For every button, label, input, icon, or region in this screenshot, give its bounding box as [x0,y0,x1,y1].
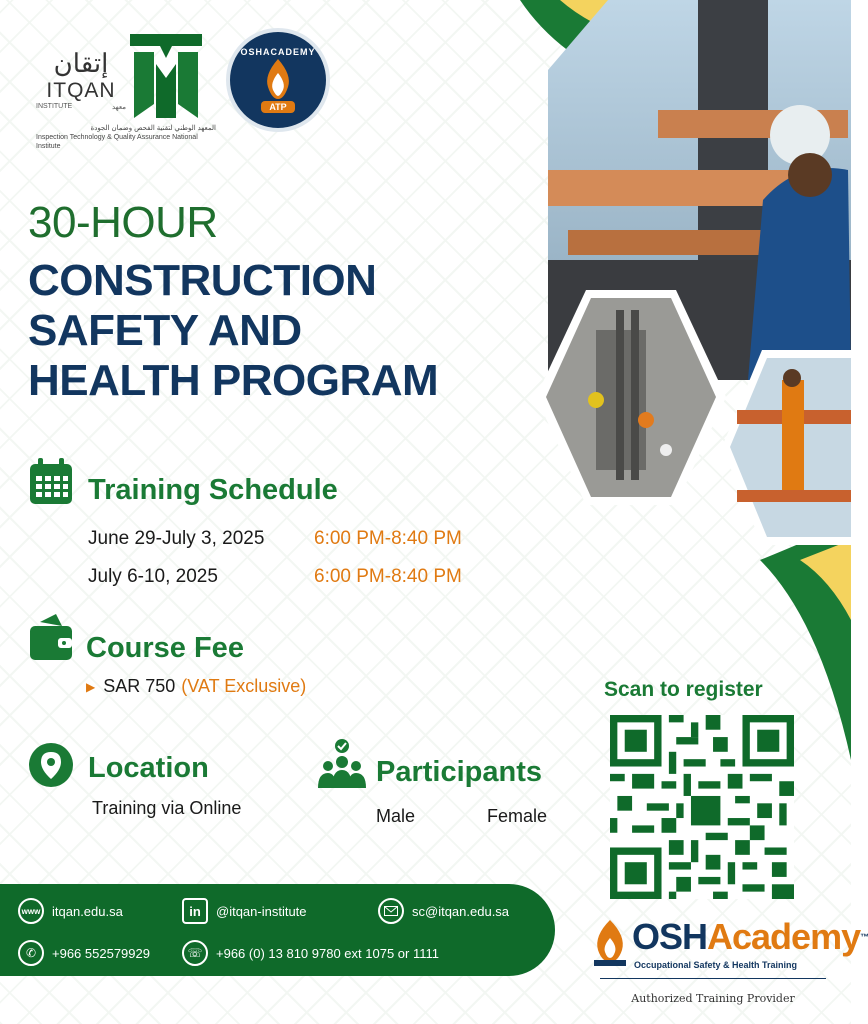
logo-tm: ™ [860,932,868,942]
whatsapp-number[interactable]: +966 552579929 [52,945,150,961]
schedule-heading: Training Schedule [88,474,338,506]
fee-line [86,676,306,697]
provider-label: Authorized Training Provider [631,992,795,1005]
schedule-date: July 6-10, 2025 [88,566,218,587]
schedule-time: 6:00 PM-8:40 PM [314,528,462,549]
schedule-time: 6:00 PM-8:40 PM [314,566,462,587]
participants-female: Female [487,806,548,826]
whatsapp-contact[interactable] [18,940,150,966]
oshacademy-flame-icon [590,918,630,968]
oshacademy-logo [632,918,868,956]
page-title [28,256,438,406]
linkedin-icon: in [182,898,208,924]
participants-icon [316,738,368,790]
location-value: Training via Online [92,798,242,818]
linkedin-contact[interactable] [182,898,307,924]
participants-heading: Participants [376,756,542,788]
phone-number[interactable]: +966 (0) 13 810 9780 ext 1075 or 1111 [216,945,439,961]
itqan-logo-text [36,48,126,111]
title-hours: 30-HOUR [28,198,218,247]
brand-institute: INSTITUTE [36,103,73,110]
telephone-icon: ☏ [182,940,208,966]
mail-icon [378,898,404,924]
oshacademy-tagline: Occupational Safety & Health Training [634,960,798,970]
wallet-icon [28,612,74,662]
construction-photo-site [536,290,726,505]
brand-institute-ar: معهد [111,104,126,111]
badge-top-text: OSHACADEMY [240,47,316,57]
email-link[interactable]: sc@itqan.edu.sa [412,903,510,919]
arrow-bullet-icon: ▶ [86,679,96,694]
brand-name: ITQAN [46,79,116,102]
oshacademy-badge [226,28,330,132]
title-line-2: CONSTRUCTION [28,256,377,305]
schedule-table [88,520,462,596]
itqan-logo-mark [130,34,202,118]
title-line-3: SAFETY AND [28,306,302,355]
fee-heading: Course Fee [86,632,244,664]
logo-academy: Academy [707,916,861,957]
globe-icon: www [18,898,44,924]
scan-label: Scan to register [604,678,763,701]
participants-male: Male [376,806,416,826]
title-line-4: HEALTH PROGRAM [28,356,439,405]
calendar-icon [28,458,74,506]
badge-bottom-text: ATP [261,101,294,113]
brand-subtitle-ar: المعهد الوطني لتقنية الفحص وضمان الجودة [90,125,216,132]
phone-contact[interactable] [182,940,439,966]
linkedin-link[interactable]: @itqan-institute [216,903,307,919]
brand-name-ar: إتقان [53,48,109,78]
qr-code[interactable] [610,715,794,899]
itqan-subtitle [36,124,216,151]
email-contact[interactable] [378,898,509,924]
schedule-row [88,520,462,558]
construction-photo-beam [722,350,851,545]
divider [600,978,826,979]
fee-amount: SAR 750 [103,676,176,696]
fee-note: (VAT Exclusive) [181,676,307,696]
schedule-row [88,558,462,596]
website-contact[interactable] [18,898,123,924]
whatsapp-icon: ✆ [18,940,44,966]
website-link[interactable]: itqan.edu.sa [52,903,123,919]
location-heading: Location [88,752,209,784]
flame-icon [258,57,298,101]
location-pin-icon [28,742,74,788]
logo-osh: OSH [632,916,708,957]
brand-subtitle: Inspection Technology & Quality Assurance National Institute [36,134,198,150]
schedule-date: June 29-July 3, 2025 [88,528,265,549]
